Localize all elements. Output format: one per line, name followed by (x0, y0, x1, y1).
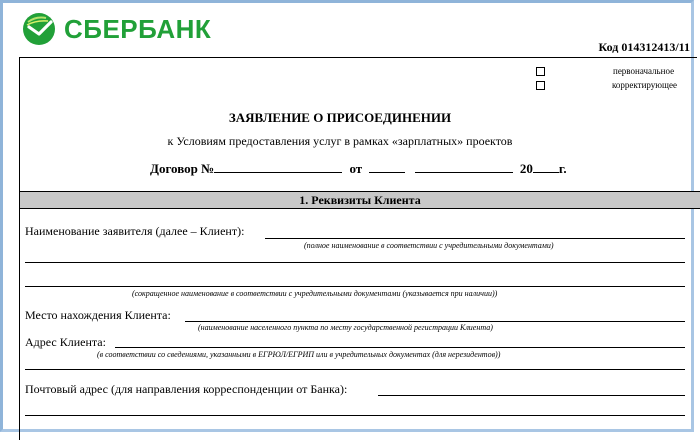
applicant-line-2[interactable] (25, 262, 685, 263)
contract-day-field[interactable] (369, 160, 405, 173)
contract-month-field[interactable] (415, 160, 513, 173)
status-option-corrective[interactable] (536, 80, 677, 90)
location-hint: (наименование населенного пункта по месту государственной регистрации Клиента) (198, 323, 493, 332)
document-title: ЗАЯВЛЕНИЕ О ПРИСОЕДИНЕНИИ (228, 110, 452, 125)
postal-label: Почтовый адрес (для направления корреспонденции от Банка): (25, 382, 348, 396)
contract-year-suffix: г. (558, 161, 567, 176)
postal-address-line-2[interactable] (25, 415, 685, 416)
address-hint: (в соответствии со сведениями, указанными в ЕГРЮЛ/ЕГРИП или в учредительных документах (для нерезидентов)) (97, 350, 501, 359)
status-corrective-label: корректирующее (612, 80, 677, 90)
sberbank-logo (22, 12, 211, 46)
status-initial-label: первоначальное (613, 66, 675, 76)
document-subtitle: к Условиям предоставления услуг в рамках «зарплатных» проектов (167, 134, 513, 148)
location-label: Место нахождения Клиента: (25, 308, 171, 322)
contract-from: от (349, 161, 363, 176)
contract-year-prefix: 20 (519, 161, 533, 176)
address-field[interactable] (115, 347, 685, 348)
contract-prefix: Договор № (150, 161, 215, 176)
applicant-label: Наименование заявителя (далее – Клиент): (25, 224, 245, 238)
form-code: Код 014312413/11 (598, 40, 690, 54)
checkbox-corrective[interactable] (536, 81, 545, 90)
applicant-short-name-field[interactable] (25, 286, 685, 287)
applicant-full-name-field[interactable] (265, 238, 685, 239)
bank-name: СБЕРБАНК (64, 13, 212, 44)
address-line-2[interactable] (25, 369, 685, 370)
contract-line (150, 160, 567, 177)
address-label: Адрес Клиента: (25, 335, 106, 349)
location-field[interactable] (185, 321, 685, 322)
checkbox-initial[interactable] (536, 67, 545, 76)
short-name-hint: (сокращенное наименование в соответствии с учредительными документами (указывается при наличии)) (132, 289, 498, 298)
contract-year-field[interactable] (533, 160, 559, 173)
status-option-initial[interactable] (536, 66, 674, 76)
section-1-header: 1. Реквизиты Клиента (20, 191, 700, 209)
sberbank-logo-icon (22, 12, 56, 46)
applicant-hint: (полное наименование в соответствии с учредительными документами) (304, 241, 554, 250)
contract-number-field[interactable] (214, 160, 342, 173)
postal-address-field[interactable] (378, 395, 685, 396)
